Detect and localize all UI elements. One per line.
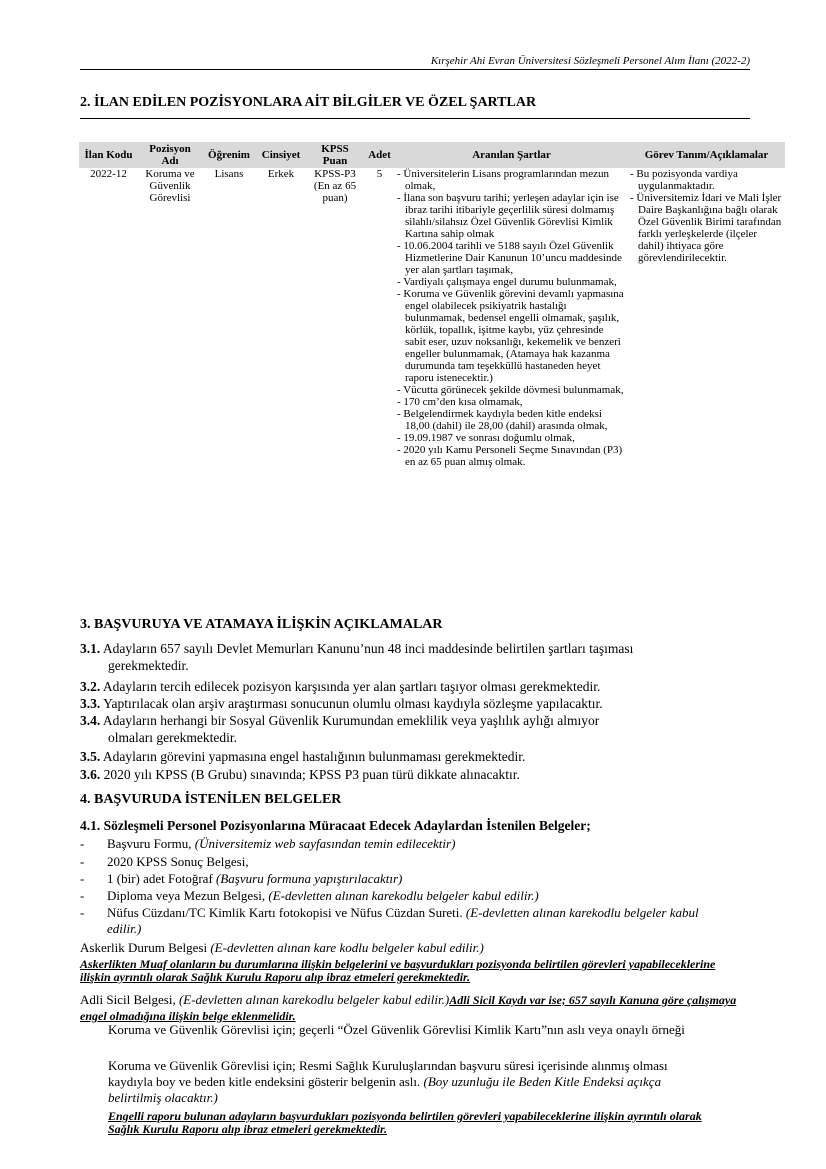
header-divider <box>80 69 750 70</box>
item-text: Adayların 657 sayılı Devlet Memurları Kanunu’nun 48 inci maddesinde belirtilen şartları taşıması <box>100 641 634 656</box>
military-exemption-note: Askerlikten Muaf olanların bu durumlarına ilişkin belgelerini ve başvurdukları pozisyonda belirtilen görevleri yapabileceklerine ilişkin ayrıntılı olarak Sağlık Kurulu Raporu alıp ibraz etmeleri gerekmektedir. <box>80 957 716 984</box>
list-item: - Üniversitemiz İdari ve Mali İşler Daire Başkanlığına bağlı olarak Özel Güvenlik Birimi tarafından farklı yerleşkelerde (ilçeler dahil) ihtiyaca göre görevlendirilecektir. <box>630 192 782 264</box>
item-text: 2020 yılı KPSS (B Grubu) sınavında; KPSS P3 puan türü dikkate alınacaktır. <box>100 767 520 782</box>
cell-adet: 5 <box>376 168 383 180</box>
document-header: Kırşehir Ahi Evran Üniversitesi Sözleşmeli Personel Alım İlanı (2022-2) <box>430 55 750 67</box>
header-ilan-kodu: İlan Kodu <box>79 142 138 168</box>
health-report-document <box>108 1058 698 1106</box>
header-ogrenim: Öğrenim <box>202 142 256 168</box>
dash-bullet: - <box>80 905 85 920</box>
cell-cinsiyet: Erkek <box>267 168 295 180</box>
guard-id-card-document: Koruma ve Güvenlik Görevlisi için; geçerli “Özel Güvenlik Görevlisi Kimlik Kartı”nın aslı veya onaylı örneği <box>108 1022 685 1037</box>
document-item <box>80 854 720 870</box>
list-item: - 2020 yılı Kamu Personeli Seçme Sınavından (P3) en az 65 puan almış olmak. <box>397 444 623 468</box>
cell-pozisyon-adi: Koruma ve Güvenlik Görevlisi <box>145 168 195 204</box>
section-2-divider <box>80 118 750 119</box>
item-3-5 <box>80 749 710 766</box>
header-kpss-puan: KPSS Puan <box>306 142 364 168</box>
header-aranilan-sartlar: Aranılan Şartlar <box>395 142 628 168</box>
document-item <box>80 871 720 887</box>
cell-kpss-puan: KPSS-P3 (En az 65 puan) <box>313 168 357 204</box>
document-note: (Boy uzunluğu ile Beden Kitle Endeksi açıkça belirtilmiş olacaktır.) <box>108 1074 662 1105</box>
section-4-subtitle: 4.1. Sözleşmeli Personel Pozisyonlarına Müracaat Edecek Adaylardan İstenilen Belgeler; <box>80 818 591 833</box>
item-3-1 <box>80 641 710 674</box>
section-2-title: 2. İLAN EDİLEN POZİSYONLARA AİT BİLGİLER VE ÖZEL ŞARTLAR <box>80 95 537 110</box>
cell-ogrenim: Lisans <box>214 168 244 180</box>
list-item: - Bu pozisyonda vardiya uygulanmaktadır. <box>630 168 738 192</box>
table-header-row <box>79 142 785 168</box>
document-text: Askerlik Durum Belgesi <box>80 940 211 955</box>
item-text: Adayların tercih edilecek pozisyon karşısında yer alan şartları taşıyor olması gerekmektedir. <box>100 679 601 694</box>
list-item: - İlana son başvuru tarihi; yerleşen adaylar için ise ibraz tarihi itibariyle geçerlilik süresi dolmamış silahlı/silahsız Özel Güvenlik Görevlisi Kimlik Kartına sahip olmak <box>397 192 619 240</box>
dash-bullet: - <box>80 888 85 903</box>
section-4-title: 4. BAŞVURUDA İSTENİLEN BELGELER <box>80 792 342 807</box>
item-text-continued: gerekmektedir. <box>108 657 189 673</box>
item-3-3 <box>80 696 710 713</box>
document-text: Başvuru Formu, <box>107 836 195 851</box>
document-note: (Üniversitemiz web sayfasından temin edilecektir) <box>194 836 456 851</box>
item-number: 3.1. <box>80 641 101 656</box>
list-item: - Üniversitelerin Lisans programlarından mezun olmak, <box>397 168 609 192</box>
document-note: (E-devletten alınan karekodlu belgeler kabul edilir.) <box>178 992 450 1007</box>
dash-bullet: - <box>80 854 85 869</box>
list-item: - Koruma ve Güvenlik görevini devamlı yapmasına engel olabilecek psikiyatrik hastalığı bulunmamak, bedensel engelli olmamak, şaşılık, körlük, topallık, işitme kaybı, yüz çehresinde sabit eser, uzuv noksanlığı, kekemelik ve benzeri engeller bulunmamak, (Atamaya hak kazanma durumunda tam teşekküllü hastaneden heyet raporu istenecektir.) <box>397 288 624 384</box>
military-document <box>80 940 740 955</box>
document-item <box>80 888 720 904</box>
cell-aranilan-sartlar <box>395 168 628 468</box>
item-3-6 <box>80 767 710 784</box>
item-text-continued: olmaları gerekmektedir. <box>108 729 237 745</box>
descriptions-list <box>630 168 783 264</box>
disability-report-note: Engelli raporu bulunan adayların başvurdukları pozisyonda belirtilen görevleri yapabileceklerine ilişkin ayrıntılı olarak Sağlık Kurulu Raporu alıp ibraz etmeleri gerekmektedir. <box>108 1109 702 1136</box>
document-text: Adli Sicil Belgesi, <box>80 992 179 1007</box>
document-item <box>80 905 720 937</box>
item-3-2 <box>80 679 710 696</box>
criminal-record-document <box>80 992 740 1024</box>
item-number: 3.5. <box>80 749 101 764</box>
document-item <box>80 836 720 852</box>
document-text: Nüfus Cüzdanı/TC Kimlik Kartı fotokopisi ve Nüfus Cüzdan Sureti. <box>107 905 466 920</box>
header-pozisyon-adi: Pozisyon Adı <box>138 142 202 168</box>
section-3-title: 3. BAŞVURUYA VE ATAMAYA İLİŞKİN AÇIKLAMALAR <box>80 617 443 632</box>
item-text: Adayların görevini yapmasına engel hastalığının bulunmaması gerekmektedir. <box>100 749 526 764</box>
item-3-4 <box>80 713 710 746</box>
list-item: - 19.09.1987 ve sonrası doğumlu olmak, <box>397 432 575 444</box>
document-text: 1 (bir) adet Fotoğraf <box>107 871 217 886</box>
item-number: 3.3. <box>80 696 101 711</box>
document-note: (Başvuru formuna yapıştırılacaktır) <box>216 871 403 886</box>
item-text: Adayların herhangi bir Sosyal Güvenlik Kurumundan emeklilik veya yaşlılık aylığı almıyor <box>100 713 600 728</box>
list-item: - 170 cm’den kısa olmamak, <box>397 396 523 408</box>
item-number: 3.4. <box>80 713 101 728</box>
dash-bullet: - <box>80 871 85 886</box>
list-item: - 10.06.2004 tarihli ve 5188 sayılı Özel Güvenlik Hizmetlerine Dair Kanunun 10’uncu maddesinde yer alan şartları taşımak, <box>397 240 622 276</box>
header-gorev-tanim: Görev Tanım/Açıklamalar <box>628 142 785 168</box>
table-row <box>79 168 785 468</box>
item-number: 3.2. <box>80 679 101 694</box>
document-note: (E-devletten alınan karekodlu belgeler kabul edilir.) <box>268 888 539 903</box>
document-text: Diploma veya Mezun Belgesi, <box>107 888 269 903</box>
document-text: Koruma ve Güvenlik Görevlisi için; Resmi Sağlık Kuruluşlarından başvuru süresi içerisinde alınmış olması kaydıyla boy ve beden kitle endeksini gösterir belgenin aslı. <box>108 1058 668 1089</box>
header-adet: Adet <box>364 142 395 168</box>
list-item: - Belgelendirmek kaydıyla beden kitle endeksi 18,00 (dahil) ile 28,00 (dahil) arasında olmak, <box>397 408 608 432</box>
cell-gorev-tanim <box>628 168 785 468</box>
criminal-record-note: Adli Sicil Kaydı var ise; 657 sayılı Kanuna göre çalışmaya engel olmadığına ilişkin belge eklenmelidir. <box>80 993 737 1023</box>
dash-bullet: - <box>80 836 85 851</box>
requirements-list <box>397 168 626 468</box>
document-note: (E-devletten alınan karekodlu belgeler kabul edilir.) <box>107 905 699 936</box>
list-item: - Vardiyalı çalışmaya engel durumu bulunmamak, <box>397 276 617 288</box>
document-note: (E-devletten alınan kare kodlu belgeler kabul edilir.) <box>210 940 484 955</box>
item-text: Yaptırılacak olan arşiv araştırması sonucunun olumlu olması kaydıyla sözleşme yapılacaktır. <box>100 696 603 711</box>
list-item: - Vücutta görünecek şekilde dövmesi bulunmamak, <box>397 384 624 396</box>
document-text: 2020 KPSS Sonuç Belgesi, <box>107 854 249 869</box>
item-number: 3.6. <box>80 767 101 782</box>
header-cinsiyet: Cinsiyet <box>256 142 306 168</box>
positions-table <box>79 142 785 468</box>
cell-ilan-kodu: 2022-12 <box>90 168 127 180</box>
